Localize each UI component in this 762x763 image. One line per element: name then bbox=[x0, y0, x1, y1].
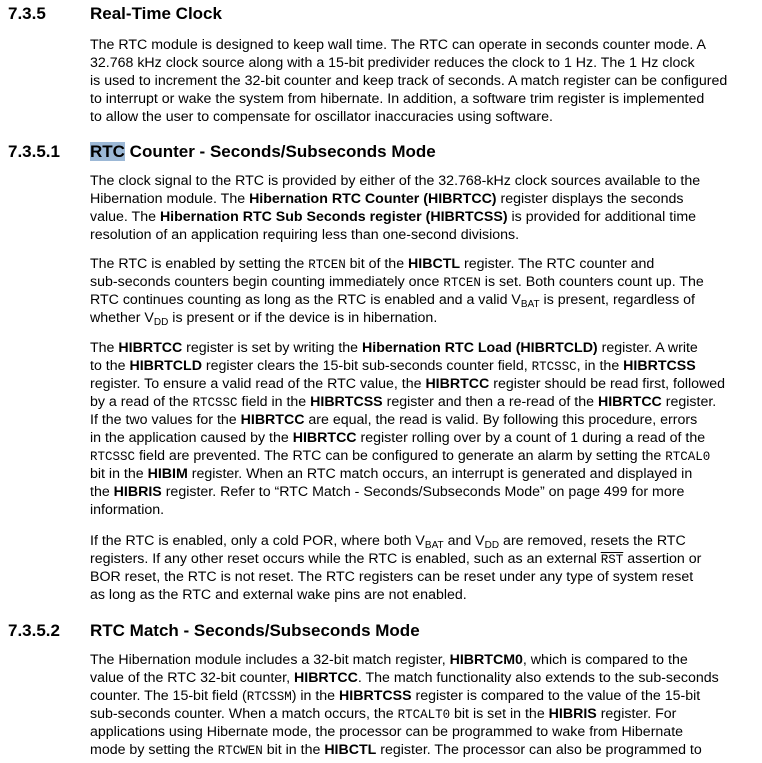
text-run: RTC continues counting as long as the RTC is enabled and a valid V bbox=[90, 292, 521, 308]
register-name-bold: HIBRTCM0 bbox=[449, 652, 523, 668]
text-line: as long as the RTC and external wake pins are not enabled. bbox=[90, 587, 467, 603]
field-name-code: RTCSSC bbox=[90, 450, 136, 464]
section-number: 7.3.5.2 bbox=[8, 621, 60, 640]
section-title: RTC Match - Seconds/Subseconds Mode bbox=[90, 621, 420, 640]
text-line: applications using Hibernate mode, the processor can be programmed to wake from Hibernate bbox=[90, 724, 684, 740]
text-line bbox=[90, 705, 755, 723]
text-line bbox=[90, 208, 755, 226]
text-run: to the bbox=[90, 358, 130, 374]
paragraph-clock-signal bbox=[90, 172, 755, 244]
bit-name-code: RTCAL0 bbox=[665, 450, 711, 464]
text-run: is set. Both counters count up. The bbox=[480, 274, 704, 290]
text-line: resolution of an application requiring less than one-second divisions. bbox=[90, 227, 520, 243]
subscript: DD bbox=[153, 317, 169, 328]
text-run: bit in the bbox=[262, 742, 325, 758]
register-name-bold: HIBRTCC bbox=[292, 430, 357, 446]
text-run: is present or if the device is in hibernation. bbox=[168, 310, 438, 326]
text-run: value of the RTC 32-bit counter, bbox=[90, 670, 294, 686]
text-run: register. bbox=[661, 394, 717, 410]
text-line bbox=[90, 651, 755, 669]
paragraph-rtc-enable bbox=[90, 255, 755, 327]
section-title-rest: Counter - Seconds/Subseconds Mode bbox=[124, 142, 436, 161]
text-run: register is set by writing the bbox=[182, 340, 363, 356]
text-run: register. A write bbox=[597, 340, 698, 356]
text-run: register. Refer to “RTC Match - Seconds/Subseconds Mode” on page 499 for more bbox=[161, 484, 685, 500]
text-run: bit of the bbox=[345, 256, 409, 272]
text-line bbox=[90, 687, 755, 705]
bit-name-code: RTCEN bbox=[443, 276, 481, 290]
paragraph-rtc-match bbox=[90, 651, 755, 759]
text-run: are equal, the read is valid. By following this procedure, errors bbox=[304, 412, 698, 428]
register-name-bold: HIBRIS bbox=[113, 484, 162, 500]
text-run: are removed, resets the RTC bbox=[499, 533, 686, 549]
text-run: register rolling over by a count of 1 during a read of the bbox=[356, 430, 706, 446]
text-run: sub-seconds counter. When a match occurs, the bbox=[90, 706, 398, 722]
text-line bbox=[90, 411, 755, 429]
register-name-bold: Hibernation RTC Sub Seconds register (HIBRTCSS) bbox=[159, 209, 508, 225]
section-title bbox=[90, 141, 436, 163]
section-title: Real-Time Clock bbox=[90, 4, 222, 23]
text-run: register. For bbox=[596, 706, 677, 722]
text-run: is present, regardless of bbox=[539, 292, 695, 308]
text-run: register. To ensure a valid read of the RTC value, the bbox=[90, 376, 426, 392]
text-run: and V bbox=[443, 533, 485, 549]
text-run: register and then a re-read of the bbox=[382, 394, 598, 410]
text-run: whether V bbox=[90, 310, 154, 326]
text-run: by a read of the bbox=[90, 394, 193, 410]
register-name-bold: Hibernation RTC Load (HIBRTCLD) bbox=[362, 340, 598, 356]
text-line bbox=[90, 190, 755, 208]
text-run: register is compared to the value of the 15-bit bbox=[411, 688, 701, 704]
text-run: The RTC is enabled by setting the bbox=[90, 256, 309, 272]
register-name-bold: HIBRTCC bbox=[118, 340, 183, 356]
text-line bbox=[90, 483, 755, 501]
text-run: . The match functionality also extends to the sub-seconds bbox=[357, 670, 719, 686]
field-name-code: RTCSSC bbox=[192, 396, 238, 410]
text-run: , which is compared to the bbox=[522, 652, 688, 668]
text-line: The clock signal to the RTC is provided by either of the 32.768-kHz clock sources available to the bbox=[90, 173, 701, 189]
register-name-bold: HIBCTL bbox=[324, 742, 377, 758]
text-line: The RTC module is designed to keep wall time. The RTC can operate in seconds counter mode. A bbox=[90, 37, 706, 53]
bit-name-code: RTCEN bbox=[308, 258, 346, 272]
register-name-bold: HIBRTCC bbox=[294, 670, 358, 686]
text-line bbox=[90, 375, 755, 393]
text-line bbox=[90, 669, 755, 687]
text-line: to allow the user to compensate for oscillator inaccuracies using software. bbox=[90, 109, 553, 125]
paragraph-cold-por bbox=[90, 532, 755, 604]
text-line: is used to increment the 32-bit counter and keep track of seconds. A match register can be configured bbox=[90, 73, 728, 89]
register-name-bold: HIBRTCSS bbox=[623, 358, 696, 374]
text-line: information. bbox=[90, 502, 165, 518]
text-run: If the two values for the bbox=[90, 412, 241, 428]
subscript: DD bbox=[484, 540, 500, 551]
register-name-bold: HIBRTCSS bbox=[339, 688, 412, 704]
text-line bbox=[90, 273, 755, 291]
text-run: bit is set in the bbox=[450, 706, 549, 722]
highlighted-search-term: RTC bbox=[90, 142, 125, 161]
text-run: value. The bbox=[90, 209, 160, 225]
register-name-bold: HIBRTCLD bbox=[129, 358, 202, 374]
text-run: register displays the seconds bbox=[496, 191, 684, 207]
register-name-bold: HIBIM bbox=[147, 466, 188, 482]
paragraph-rtc-load bbox=[90, 339, 755, 519]
text-run: The Hibernation module includes a 32-bit match register, bbox=[90, 652, 450, 668]
text-line bbox=[90, 741, 755, 759]
register-name-bold: HIBRTCSS bbox=[310, 394, 383, 410]
text-run: field are prevented. The RTC can be configured to generate an alarm by setting the bbox=[135, 448, 666, 464]
subscript: BAT bbox=[520, 299, 540, 310]
text-run: field in the bbox=[237, 394, 311, 410]
text-line bbox=[90, 532, 755, 550]
register-name-bold: HIBRTCC bbox=[425, 376, 490, 392]
text-line: to interrupt or wake the system from hibernate. In addition, a software trim register is implemented bbox=[90, 91, 705, 107]
section-number: 7.3.5.1 bbox=[8, 142, 60, 161]
text-line bbox=[90, 357, 755, 375]
subscript: BAT bbox=[424, 540, 444, 551]
text-line bbox=[90, 291, 755, 309]
text-run: , in the bbox=[576, 358, 624, 374]
text-run: register should be read first, followed bbox=[489, 376, 726, 392]
text-run: register clears the 15-bit sub-seconds counter field, bbox=[201, 358, 532, 374]
text-run: The bbox=[90, 340, 119, 356]
paragraph-rtc-intro bbox=[90, 36, 755, 126]
register-name-bold: Hibernation RTC Counter (HIBRTCC) bbox=[249, 191, 497, 207]
text-run: register. The processor can also be programmed to bbox=[376, 742, 702, 758]
text-line: 32.768 kHz clock source along with a 15-bit predivider reduces the clock to 1 Hz. The 1 Hz clock bbox=[90, 55, 695, 71]
text-run: register. When an RTC match occurs, an interrupt is generated and displayed in bbox=[187, 466, 693, 482]
register-name-bold: HIBRIS bbox=[548, 706, 597, 722]
text-run: sub-seconds counters begin counting immediately once bbox=[90, 274, 444, 290]
text-line bbox=[90, 255, 755, 273]
text-line bbox=[90, 465, 755, 483]
field-name-code: RTCSSM bbox=[246, 690, 292, 704]
text-line bbox=[90, 393, 755, 411]
text-run: Hibernation module. The bbox=[90, 191, 250, 207]
section-number: 7.3.5 bbox=[8, 4, 46, 23]
signal-name-overlined: $\overline{RST}$ bbox=[600, 553, 624, 567]
field-name-code: RTCSSC bbox=[531, 360, 577, 374]
text-line bbox=[90, 550, 755, 568]
text-line bbox=[90, 429, 755, 447]
text-line bbox=[90, 309, 755, 327]
text-run: register. The RTC counter and bbox=[460, 256, 655, 272]
text-run: registers. If any other reset occurs while the RTC is enabled, such as an external bbox=[90, 551, 601, 567]
text-line: BOR reset, the RTC is not reset. The RTC registers can be reset under any type of system reset bbox=[90, 569, 694, 585]
bit-name-code: RTCWEN bbox=[217, 744, 263, 758]
text-run: the bbox=[90, 484, 114, 500]
register-name-bold: HIBRTCC bbox=[597, 394, 662, 410]
text-run: assertion or bbox=[623, 551, 702, 567]
text-line bbox=[90, 339, 755, 357]
text-run: bit in the bbox=[90, 466, 148, 482]
bit-name-code: RTCALT0 bbox=[397, 708, 451, 722]
text-run: ) in the bbox=[291, 688, 340, 704]
text-run: counter. The 15-bit field ( bbox=[90, 688, 247, 704]
text-run: in the application caused by the bbox=[90, 430, 293, 446]
text-run: If the RTC is enabled, only a cold POR, where both V bbox=[90, 533, 425, 549]
text-run: is provided for additional time bbox=[507, 209, 697, 225]
text-line bbox=[90, 447, 755, 465]
text-run: mode by setting the bbox=[90, 742, 218, 758]
register-name-bold: HIBCTL bbox=[408, 256, 461, 272]
register-name-bold: HIBRTCC bbox=[240, 412, 305, 428]
